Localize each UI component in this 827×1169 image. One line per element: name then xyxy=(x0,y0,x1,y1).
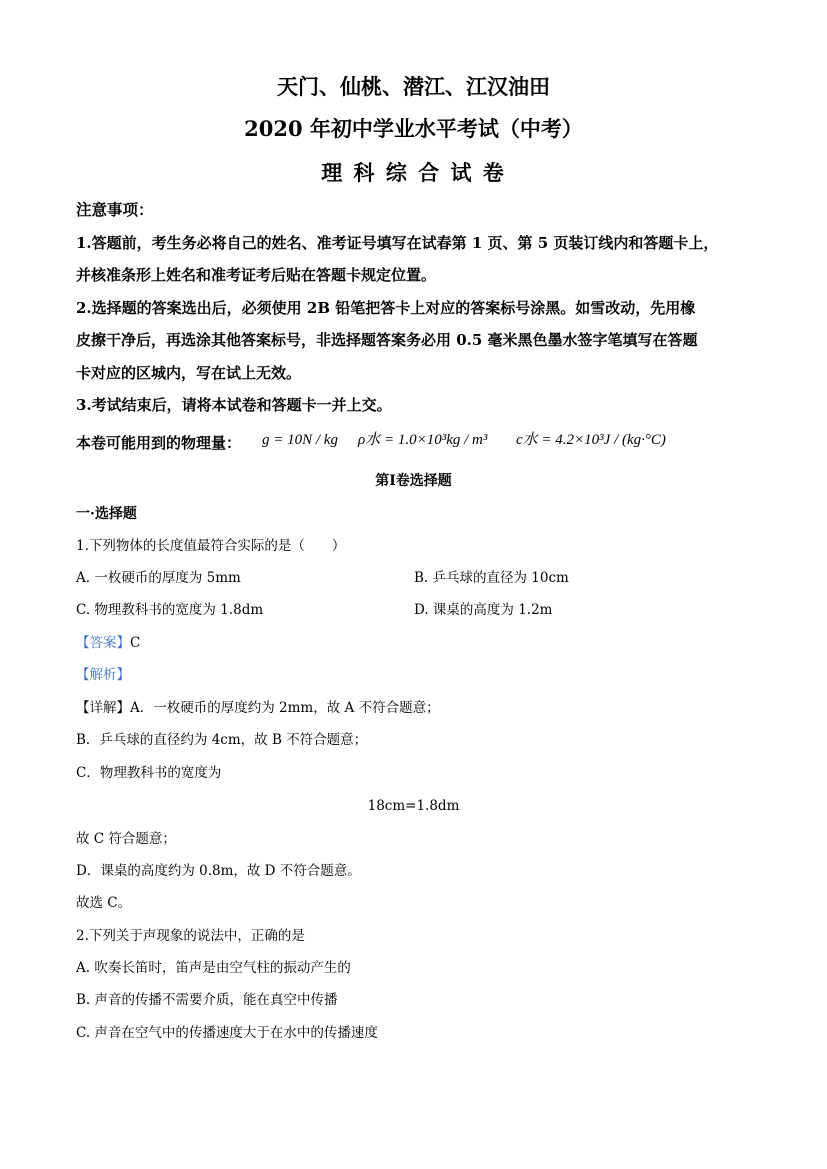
q2-stem: 2.下列关于声现象的说法中，正确的是 xyxy=(76,928,305,944)
notice-item-2-line-2: 皮擦干净后，再选涂其他答案标号，非选择题答案务必用 0.5 毫米黑色墨水签字笔填写在答题 xyxy=(76,331,698,349)
constant-g: g = 10N / kg xyxy=(262,432,338,448)
exam-title-subject: 理 科 综 合 试 卷 xyxy=(321,160,506,185)
q1-detail-c-conclusion: 故 C 符合题意； xyxy=(76,831,176,847)
part-heading: 一·选择题 xyxy=(76,506,137,522)
notice-item-1-line-2: 并核准条形上姓名和准考证考后贴在答题卡规定位置。 xyxy=(76,266,437,284)
q1-detail-b: B．乒乓球的直径约为 4cm，故 B 不符合题意； xyxy=(76,732,368,748)
q1-conclusion: 故选 C。 xyxy=(76,895,132,911)
constant-water-specific-heat: c水 = 4.2×10³J / (kg·°C) xyxy=(516,432,666,448)
q1-answer-line xyxy=(76,637,140,651)
exam-title-year: 2020 年初中学业水平考试（中考） xyxy=(244,116,583,141)
answer-value: C xyxy=(130,635,141,651)
notice-item-2-line-1: 2.选择题的答案选出后，必须使用 2B 铅笔把答卡上对应的答案标号涂黑。如雪改动，先用橡 xyxy=(76,299,696,317)
notice-item-3: 3.考试结束后，请将本试卷和答题卡一并上交。 xyxy=(76,396,392,414)
q1-detail-equation: 18cm=1.8dm xyxy=(367,798,460,814)
q1-option-c: C. 物理教科书的宽度为 1.8dm xyxy=(76,602,264,618)
q1-stem: 1.下列物体的长度值最符合实际的是（ ） xyxy=(76,538,346,554)
exam-title-region: 天门、仙桃、潜江、江汉油田 xyxy=(277,74,550,99)
analysis-tag: 【解析】 xyxy=(76,667,130,683)
constant-water-density: ρ水 = 1.0×10³kg / m³ xyxy=(358,432,488,448)
q1-option-b: B. 乒乓球的直径为 10cm xyxy=(414,570,569,586)
q2-option-c: C. 声音在空气中的传播速度大于在水中的传播速度 xyxy=(76,1025,378,1041)
notice-heading: 注意事项： xyxy=(76,200,154,219)
section-title: 第Ⅰ卷选择题 xyxy=(375,473,452,489)
q1-detail-a xyxy=(76,702,440,716)
answer-tag: 【答案】 xyxy=(76,635,130,651)
q1-option-a: A. 一枚硬币的厚度为 5mm xyxy=(76,570,241,586)
constants-label: 本卷可能用到的物理量： xyxy=(76,434,242,452)
detail-tag: 【详解】 xyxy=(76,700,130,716)
notice-item-1-line-1: 1.答题前，考生务必将自己的姓名、准考证号填写在试春第 1 页、第 5 页装订线内和答题卡上， xyxy=(76,234,719,252)
q1-option-d: D. 课桌的高度为 1.2m xyxy=(414,602,553,618)
q2-option-a: A. 吹奏长笛时，笛声是由空气柱的振动产生的 xyxy=(76,960,351,976)
q2-option-b: B. 声音的传播不需要介质，能在真空中传播 xyxy=(76,992,338,1008)
q1-detail-d: D．课桌的高度约为 0.8m，故 D 不符合题意。 xyxy=(76,863,361,879)
q1-detail-c: C．物理教科书的宽度为 xyxy=(76,765,222,781)
detail-a-text: A．一枚硬币的厚度约为 2mm，故 A 不符合题意； xyxy=(130,700,440,716)
notice-item-2-line-3: 卡对应的区城内，写在试上无效。 xyxy=(76,364,302,382)
